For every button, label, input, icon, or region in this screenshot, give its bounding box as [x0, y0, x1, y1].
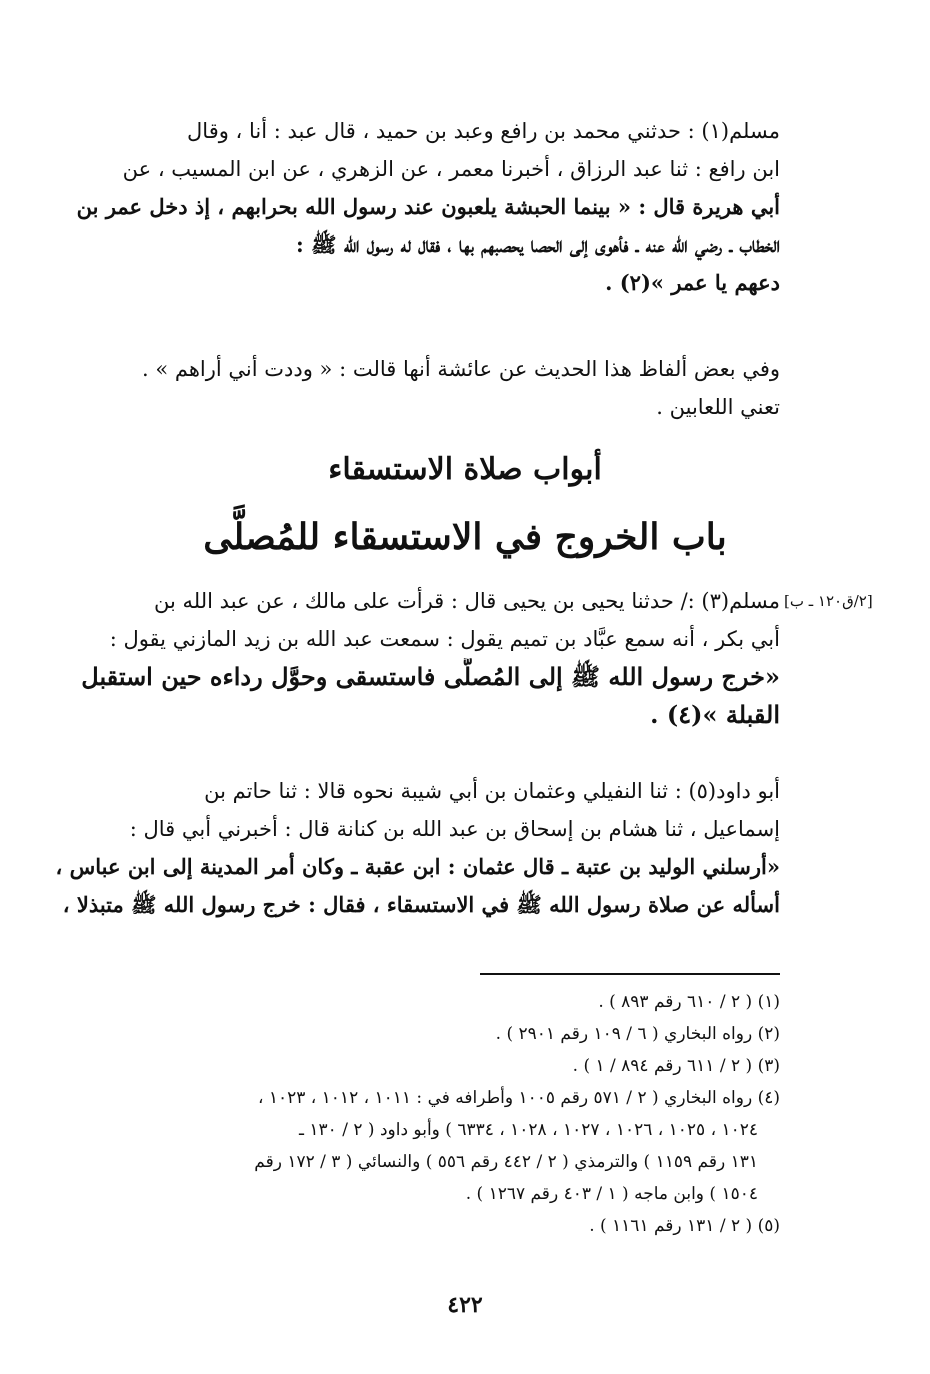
text-line: مسلم(٣) :/ حدثنا يحيى بن يحيى قال : قرأت على مالك ، عن عبد الله بن	[154, 589, 780, 613]
section-heading: أبواب صلاة الاستسقاء	[328, 452, 602, 487]
paragraph-aisha	[38, 350, 780, 426]
text-line: «خرج رسول الله ﷺ إلى المُصلَّى فاستسقى وحوَّل رداءه حين استقبل	[81, 662, 780, 691]
text-line: أسأله عن صلاة رسول الله ﷺ في الاستسقاء ، فقال : خرج رسول الله ﷺ متبذلا ،	[62, 892, 780, 917]
footnote: (٣) ( ٢ / ٦١١ رقم ٨٩٤ / ١ ) .	[572, 1056, 780, 1076]
footnote-continuation: ١٥٠٤ ) وابن ماجه ( ١ / ٤٠٣ رقم ١٢٦٧ ) .	[465, 1184, 758, 1204]
text-line: القبلة »(٤) .	[650, 700, 780, 729]
text-line: «أرسلني الوليد بن عتبة ـ قال عثمان : ابن عقبة ـ وكان أمر المدينة إلى ابن عباس ،	[55, 854, 780, 879]
text-line: أبو داود(٥) : ثنا النفيلي وعثمان بن أبي شيبة نحوه قالا : ثنا حاتم بن	[204, 779, 780, 803]
paragraph-muslim-2	[38, 582, 780, 734]
paragraph-muslim-1	[38, 112, 780, 302]
footnotes	[38, 986, 780, 1242]
chapter-heading: باب الخروج في الاستسقاء للمُصلَّى	[203, 516, 727, 558]
text-line: أبي بكر ، أنه سمع عبَّاد بن تميم يقول : سمعت عبد الله بن زيد المازني يقول :	[109, 627, 780, 651]
footnote: (٤) رواه البخاري ( ٢ / ٥٧١ رقم ١٠٠٥ وأطرافه في : ١٠١١ ، ١٠١٢ ، ١٠٢٣ ،	[257, 1088, 780, 1108]
margin-note: [٢/ق١٢٠ ـ ب]	[784, 592, 873, 610]
text-line: ابن رافع : ثنا عبد الرزاق ، أخبرنا معمر ، عن الزهري ، عن ابن المسيب ، عن	[122, 157, 780, 181]
text-line: دعهم يا عمر »(٢) .	[605, 270, 780, 295]
text-line: تعني اللعابين .	[656, 395, 780, 419]
text-line: الخطاب ـ رضي الله عنه ـ فأهوى إلى الحصا يحصبهم بها ، فقال له رسول الله ﷺ :	[296, 232, 780, 257]
footnote-divider	[480, 973, 780, 975]
footnote: (٢) رواه البخاري ( ٦ / ١٠٩ رقم ٢٩٠١ ) .	[495, 1024, 780, 1044]
paragraph-abu-dawud	[38, 772, 780, 924]
text-line: وفي بعض ألفاظ هذا الحديث عن عائشة أنها قالت : « وددت أني أراهم » .	[142, 357, 780, 381]
page-number: ٤٢٢	[447, 1292, 483, 1318]
footnote-continuation: ١٣١ رقم ١١٥٩ ) والترمذي ( ٢ / ٤٤٢ رقم ٥٥٦ ) والنسائي ( ٣ / ١٧٢ رقم	[254, 1152, 758, 1172]
text-line: إسماعيل ، ثنا هشام بن إسحاق بن عبد الله بن كنانة قال : أخبرني أبي قال :	[129, 817, 780, 841]
text-line: أبي هريرة قال : « بينما الحبشة يلعبون عند رسول الله بحرابهم ، إذ دخل عمر بن	[76, 194, 780, 219]
footnote: (٥) ( ٢ / ١٣١ رقم ١١٦١ ) .	[589, 1216, 780, 1236]
footnote-continuation: ١٠٢٤ ، ١٠٢٥ ، ١٠٢٦ ، ١٠٢٧ ، ١٠٢٨ ، ٦٣٣٤ ) وأبو داود ( ٢ / ١٣٠ ـ	[299, 1120, 758, 1140]
text-line: مسلم(١) : حدثني محمد بن رافع وعبد بن حميد ، قال عبد : أنا ، وقال	[187, 119, 780, 143]
footnote: (١) ( ٢ / ٦١٠ رقم ٨٩٣ ) .	[598, 992, 780, 1012]
